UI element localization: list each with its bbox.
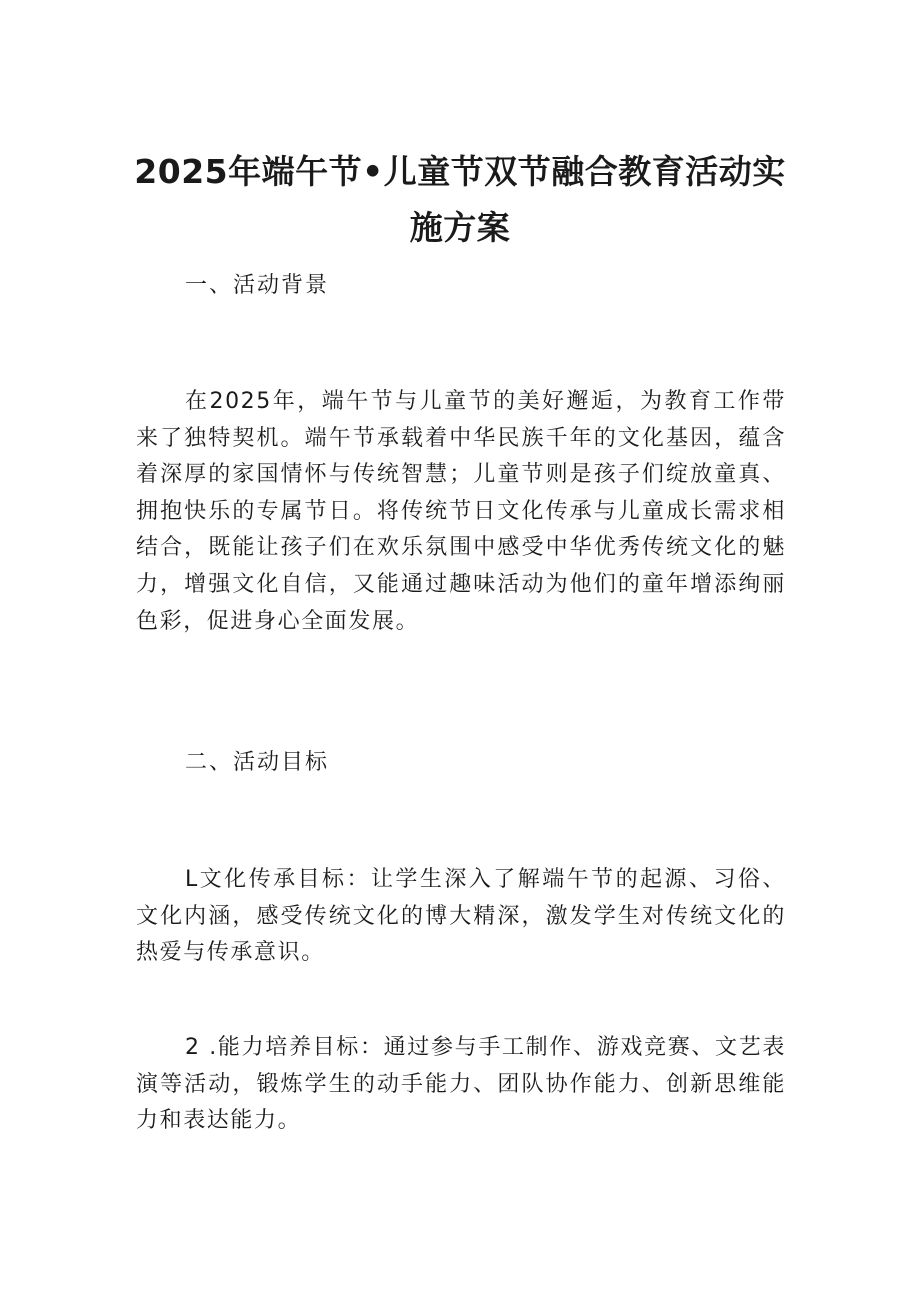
section-heading-background: 一、活动背景 [185,273,330,298]
paragraph-cultural-goal: L文化传承目标：让学生深入了解端午节的起源、习俗、文化内涵，感受传统文化的博大精深，激发学生对传统文化的热爱与传承意识。 [136,867,786,966]
document-title: 2025年端午节•儿童节双节融合教育活动实施方案 [134,152,786,248]
paragraph-ability-goal: 2 .能力培养目标：通过参与手工制作、游戏竞赛、文艺表演等活动，锻炼学生的动手能力、团队协作能力、创新思维能力和表达能力。 [136,1035,786,1134]
paragraph-background: 在2025年，端午节与儿童节的美好邂逅，为教育工作带来了独特契机。端午节承载着中华民族千年的文化基因，蕴含着深厚的家国情怀与传统智慧；儿童节则是孩子们绽放童真、拥抱快乐的专属节日。将传统节日文化传承与儿童成长需求相结合，既能让孩子们在欢乐氛围中感受中华优秀传统文化的魅力，增强文化自信，又能通过趣味活动为他们的童年增添绚丽色彩，促进身心全面发展。 [136,389,786,634]
section-heading-goals: 二、活动目标 [185,750,330,775]
